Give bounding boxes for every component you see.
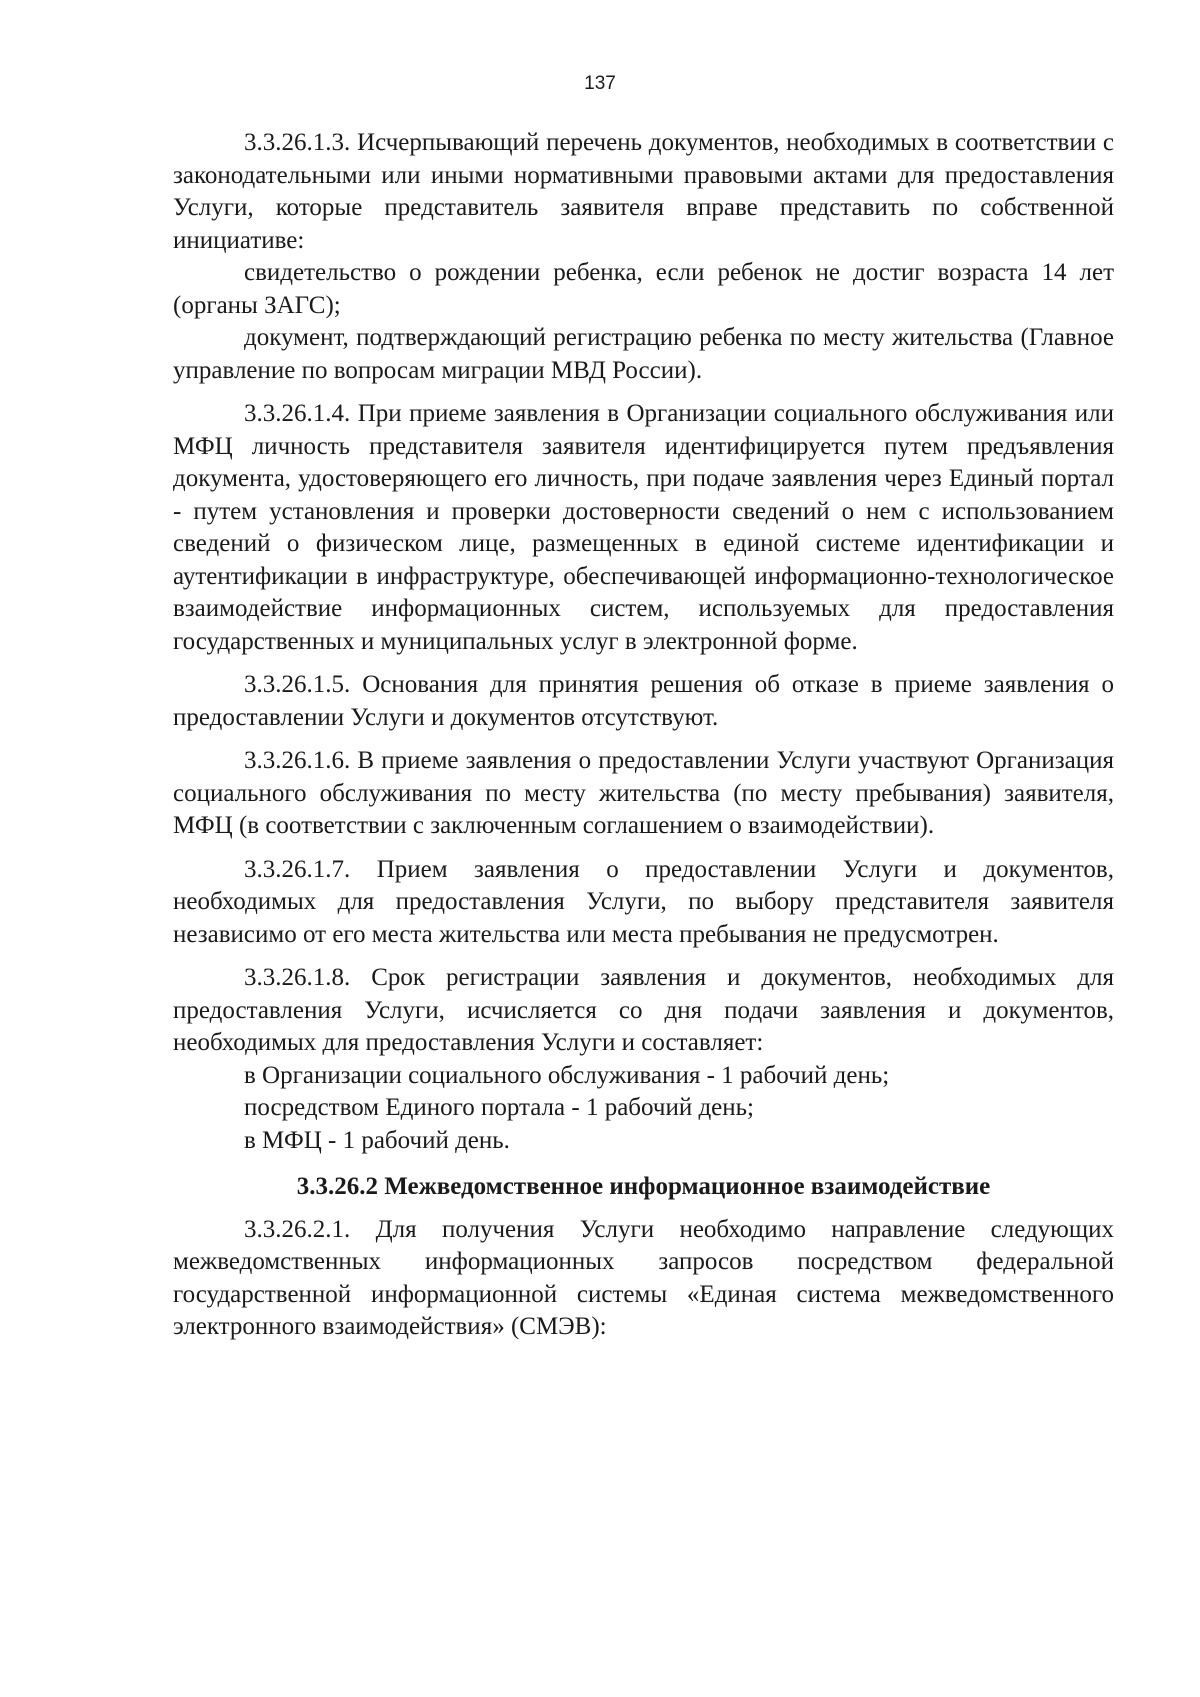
paragraph-3-3-26-1-8: 3.3.26.1.8. Срок регистрации заявления и документов, необходимых для предоставления Услуги, исчисляется со дня подачи заявления и документов, необходимых для предоставления Услуги и составляет: xyxy=(173,964,1114,1056)
document-body xyxy=(173,127,1114,1344)
section-heading-3-3-26-2: 3.3.26.2 Межведомственное информационное взаимодействие xyxy=(296,1173,991,1200)
list-item-registration-document: документ, подтверждающий регистрацию ребенка по месту жительства (Главное управление по вопросам миграции МВД России). xyxy=(173,324,1114,384)
list-item-unified-portal: посредством Единого портала - 1 рабочий день; xyxy=(244,1094,754,1121)
list-item-birth-certificate: свидетельство о рождении ребенка, если ребенок не достиг возраста 14 лет (органы ЗАГС); xyxy=(173,259,1114,319)
paragraph-3-3-26-2-1: 3.3.26.2.1. Для получения Услуги необходимо направление следующих межведомственных информационных запросов посредством федеральной государственной информационной системы «Единая система межведомственного электронного взаимодействия» (СМЭВ): xyxy=(173,1215,1114,1340)
paragraph-3-3-26-1-6: 3.3.26.1.6. В приеме заявления о предоставлении Услуги участвуют Организация социального обслуживания по месту жительства (по месту пребывания) заявителя, МФЦ (в соответствии с заключенным соглашением о взаимодействии). xyxy=(173,747,1114,839)
paragraph-3-3-26-1-4: 3.3.26.1.4. При приеме заявления в Организации социального обслуживания или МФЦ личность представителя заявителя идентифицируется путем предъявления документа, удостоверяющего его личность, при подаче заявления через Единый портал - путем установления и проверки достоверности сведений о нем с использованием сведений о физическом лице, размещенных в единой системе идентификации и аутентификации в инфраструктуре, обеспечивающей информационно-технологическое взаимодействие информационных систем, используемых для предоставления государственных и муниципальных услуг в электронной форме. xyxy=(173,400,1114,655)
paragraph-3-3-26-1-5: 3.3.26.1.5. Основания для принятия решения об отказе в приеме заявления о предоставлении Услуги и документов отсутствуют. xyxy=(173,671,1114,731)
page-number: 137 xyxy=(584,73,616,94)
paragraph-3-3-26-1-3: 3.3.26.1.3. Исчерпывающий перечень документов, необходимых в соответствии с законодательными или иными нормативными правовыми актами для предоставления Услуги, которые представитель заявителя вправе представить по собственной инициативе: xyxy=(173,129,1114,254)
paragraph-3-3-26-1-7: 3.3.26.1.7. Прием заявления о предоставлении Услуги и документов, необходимых для предоставления Услуги, по выбору представителя заявителя независимо от его места жительства или места пребывания не предусмотрен. xyxy=(173,855,1114,948)
list-item-mfc: в МФЦ - 1 рабочий день. xyxy=(244,1126,510,1154)
list-item-social-service: в Организации социального обслуживания - 1 рабочий день; xyxy=(244,1061,890,1089)
